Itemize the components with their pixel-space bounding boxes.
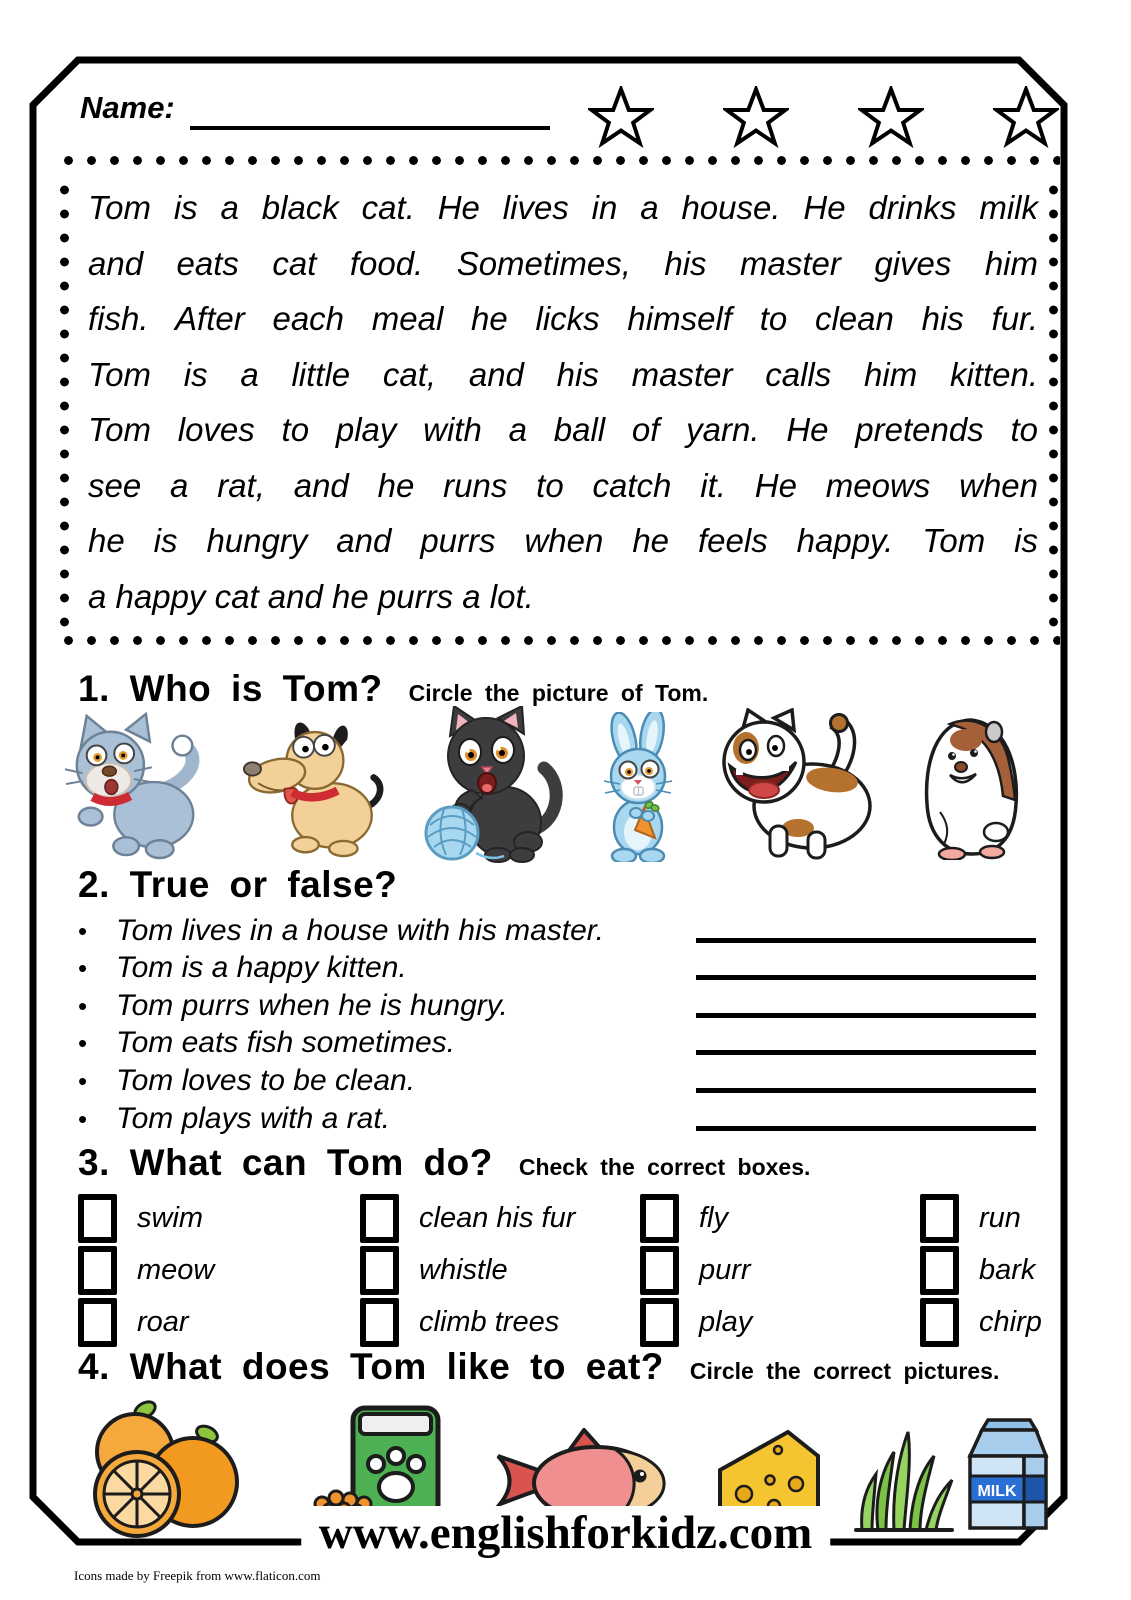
checkbox-grid xyxy=(78,1192,1068,1348)
tf-row xyxy=(78,910,1036,948)
reading-passage xyxy=(88,180,1038,624)
tf-row xyxy=(78,1023,1036,1061)
checkbox-label: roar xyxy=(137,1305,189,1338)
q3-title: 3. What can Tom do? xyxy=(78,1142,493,1183)
passage-line: see a rat, and he runs to catch it. He meows when xyxy=(88,466,1038,504)
name-write-line[interactable] xyxy=(190,126,550,130)
checkbox-option xyxy=(78,1192,360,1244)
bullet: • xyxy=(78,1103,88,1134)
answer-line[interactable] xyxy=(696,1013,1036,1018)
checkbox[interactable] xyxy=(920,1298,959,1347)
picture-grey-cat[interactable] xyxy=(63,712,211,860)
milk-label: MILK xyxy=(977,1483,1017,1500)
website-url: www.englishforkidz.com xyxy=(301,1506,831,1560)
passage-line: Tom is a little cat, and his master calls him kitten. xyxy=(88,355,1038,393)
star-icon[interactable] xyxy=(588,86,654,152)
star-icon[interactable] xyxy=(993,86,1059,152)
bullet: • xyxy=(78,915,88,946)
checkbox-option xyxy=(78,1296,360,1348)
picture-rabbit[interactable] xyxy=(592,712,697,862)
dotted-border-right xyxy=(1049,178,1058,628)
question-3-heading xyxy=(78,1142,810,1184)
checkbox-label: climb trees xyxy=(419,1305,560,1338)
tf-statement: Tom lives in a house with his master. xyxy=(116,913,604,947)
checkbox-option xyxy=(360,1244,640,1296)
dotted-border-top xyxy=(57,156,1060,165)
rating-stars xyxy=(588,86,1059,152)
q1-instruction: Circle the picture of Tom. xyxy=(408,680,709,706)
question-1-heading xyxy=(78,668,708,710)
picture-white-orange-cat[interactable] xyxy=(712,708,887,860)
bullet: • xyxy=(78,1065,88,1096)
q3-instruction: Check the correct boxes. xyxy=(518,1154,811,1180)
bullet: • xyxy=(78,953,88,984)
question-2-heading xyxy=(78,864,397,906)
tf-row xyxy=(78,1098,1036,1136)
checkbox-label: whistle xyxy=(419,1253,508,1286)
answer-line[interactable] xyxy=(696,1126,1036,1131)
answer-line[interactable] xyxy=(696,1088,1036,1093)
tf-statement: Tom plays with a rat. xyxy=(116,1101,390,1135)
bullet: • xyxy=(78,990,88,1021)
checkbox-option xyxy=(640,1244,920,1296)
checkbox-label: play xyxy=(699,1305,753,1338)
checkbox[interactable] xyxy=(360,1298,399,1347)
tf-row xyxy=(78,1060,1036,1098)
passage-line: Tom loves to play with a ball of yarn. He pretends to xyxy=(88,411,1038,448)
q4-title: 4. What does Tom like to eat? xyxy=(78,1346,664,1387)
attribution-text: Icons made by Freepik from www.flaticon.com xyxy=(74,1568,321,1583)
checkbox[interactable] xyxy=(360,1246,399,1295)
checkbox[interactable] xyxy=(640,1194,679,1243)
passage-line: and eats cat food. Sometimes, his master gives him xyxy=(88,244,1038,282)
checkbox-option xyxy=(920,1296,1068,1348)
q4-instruction: Circle the correct pictures. xyxy=(689,1358,1000,1384)
picture-hamster[interactable] xyxy=(900,712,1040,860)
answer-line[interactable] xyxy=(696,975,1036,980)
checkbox-option xyxy=(360,1296,640,1348)
checkbox-label: run xyxy=(979,1201,1021,1234)
picture-black-cat-yarn[interactable] xyxy=(410,706,565,864)
checkbox-label: fly xyxy=(699,1201,728,1234)
passage-line: a happy cat and he purrs a lot. xyxy=(88,577,534,615)
question-4-heading xyxy=(78,1346,999,1388)
tf-statement: Tom eats fish sometimes. xyxy=(116,1026,456,1060)
checkbox-option xyxy=(360,1192,640,1244)
picture-oranges[interactable] xyxy=(75,1392,250,1544)
true-false-list xyxy=(78,910,1036,1136)
dotted-border-left xyxy=(60,178,69,628)
picture-dog[interactable] xyxy=(243,714,385,858)
checkbox-label: meow xyxy=(137,1253,215,1286)
q1-title: 1. Who is Tom? xyxy=(78,668,383,709)
checkbox-option xyxy=(640,1192,920,1244)
answer-line[interactable] xyxy=(696,1050,1036,1055)
passage-line: Tom is a black cat. He lives in a house. He drinks milk xyxy=(88,189,1038,226)
answer-line[interactable] xyxy=(696,938,1036,943)
star-icon[interactable] xyxy=(723,86,789,152)
checkbox-option xyxy=(78,1244,360,1296)
tf-statement: Tom purrs when he is hungry. xyxy=(116,988,508,1022)
name-label: Name: xyxy=(80,90,175,125)
checkbox[interactable] xyxy=(78,1298,117,1347)
picture-grass[interactable] xyxy=(848,1422,960,1534)
star-icon[interactable] xyxy=(858,86,924,152)
q2-title: 2. True or false? xyxy=(78,864,398,905)
passage-line: fish. After each meal he licks himself to clean his fur. xyxy=(88,300,1038,337)
checkbox-option xyxy=(920,1192,1068,1244)
checkbox[interactable] xyxy=(640,1246,679,1295)
checkbox-label: purr xyxy=(699,1253,751,1286)
checkbox-label: bark xyxy=(979,1253,1036,1286)
checkbox-option xyxy=(920,1244,1068,1296)
tf-row xyxy=(78,985,1036,1023)
checkbox[interactable] xyxy=(920,1246,959,1295)
checkbox[interactable] xyxy=(78,1246,117,1295)
picture-milk[interactable] xyxy=(962,1418,1054,1536)
tf-statement: Tom loves to be clean. xyxy=(116,1063,416,1097)
dotted-border-bottom xyxy=(57,636,1060,645)
checkbox-option xyxy=(640,1296,920,1348)
checkbox[interactable] xyxy=(920,1194,959,1243)
tf-statement: Tom is a happy kitten. xyxy=(116,951,407,985)
checkbox-label: swim xyxy=(137,1201,204,1234)
checkbox[interactable] xyxy=(640,1298,679,1347)
checkbox-label: chirp xyxy=(979,1305,1042,1338)
bullet: • xyxy=(78,1028,88,1059)
checkbox[interactable] xyxy=(78,1194,117,1243)
checkbox-label: clean his fur xyxy=(419,1201,576,1234)
checkbox[interactable] xyxy=(360,1194,399,1243)
tf-row xyxy=(78,948,1036,986)
passage-line: he is hungry and purrs when he feels happy. Tom is xyxy=(88,522,1038,559)
